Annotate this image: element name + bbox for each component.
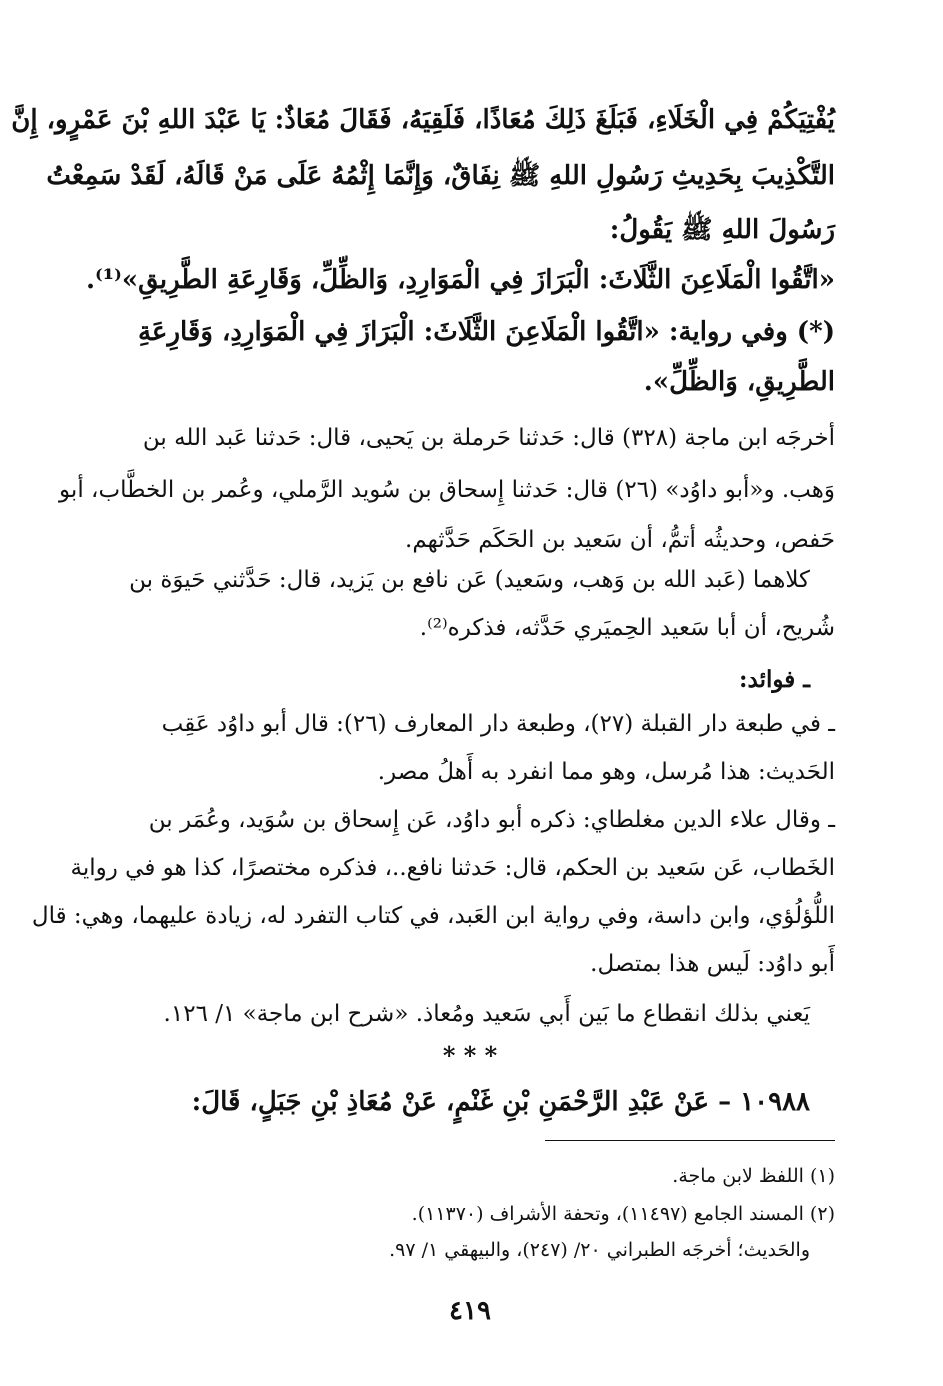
hadith-variant: (*) وفي رواية: «اتَّقُوا الْمَلَاعِنَ الثَّلَاثَ: الْبَرَازَ فِي الْمَوَارِدِ، وَقَارِعَةِ [137,317,835,347]
hadith-quote: «اتَّقُوا الْمَلَاعِنَ الثَّلَاثَ: الْبَرَازَ فِي الْمَوَارِدِ، وَالظِّلِّ، وَقَارِعَةِ الطَّرِيقِ»⁽¹⁾. [85,265,835,295]
takhrij-line: شُريح، أن أبا سَعيد الحِميَري حَدَّثه، فذكره⁽²⁾. [419,615,835,641]
fawaid-line: اللُّؤلُؤي، وابن داسة، وفي رواية ابن العَبد، في كتاب التفرد له، زيادة عليهما، وهي: قال [31,903,835,929]
fawaid-line: أَبو داوُد: لَيس هذا بمتصل. [590,951,835,977]
footnote-rule [545,1140,835,1141]
hadith-variant: الطَّرِيقِ، وَالظِّلِّ». [643,367,835,397]
hadith-line: رَسُولَ اللهِ ﷺ يَقُولُ: [609,215,835,245]
takhrij-line: أخرجَه ابن ماجة (٣٢٨) قال: حَدثنا حَرملة بن يَحيى، قال: حَدثنا عَبد الله بن [142,425,835,451]
next-hadith-heading: ١٠٩٨٨ – عَنْ عَبْدِ الرَّحْمَنِ بْنِ غَنْمٍ، عَنْ مُعَاذِ بْنِ جَبَلٍ، قَالَ: [191,1087,810,1117]
footnote: (٢) المسند الجامع (١١٤٩٧)، وتحفة الأشراف (١١٣٧٠). [411,1203,835,1225]
fawaid-heading: ـ فوائد: [739,666,810,693]
fawaid-line: الخَطاب، عَن سَعيد بن الحكم، قال: حَدثنا نافع..، فذكره مختصرًا، كذا هو في رواية [70,855,835,881]
takhrij-line: كلاهما (عَبد الله بن وَهب، وسَعيد) عَن نافع بن يَزيد، قال: حَدَّثني حَيوَة بن [129,567,810,593]
takhrij-line: حَفص، وحديثُه أتمُّ، أن سَعيد بن الحَكَم حَدَّثهم. [405,527,835,553]
fawaid-line: يَعني بذلك انقطاع ما بَين أَبي سَعيد ومُعاذ. «شرح ابن ماجة» ١/ ١٢٦. [163,1001,810,1027]
hadith-line: التَّكْذِيبَ بِحَدِيثِ رَسُولِ اللهِ ﷺ نِفَاقٌ، وَإِنَّمَا إِثْمُهُ عَلَى مَنْ قَالَهُ، لَقَدْ سَمِعْتُ [46,161,835,191]
hadith-line: يُفْتِيَكُمْ فِي الْخَلَاءِ، فَبَلَغَ ذَلِكَ مُعَاذًا، فَلَقِيَهُ، فَقَالَ مُعَاذٌ: يَا عَبْدَ اللهِ بْنَ عَمْرٍو، إِنَّ [11,105,835,135]
page-number: ٤١٩ [449,1296,491,1326]
takhrij-line: وَهب. و«أبو داوُد» (٢٦) قال: حَدثنا إِسحاق بن سُويد الرَّملي، وعُمر بن الخطَّاب، أبو [59,477,835,503]
footnote: والحَديث؛ أخرجَه الطبراني ٢٠/ (٢٤٧)، والبيهقي ١/ ٩٧. [389,1239,810,1261]
fawaid-line: الحَديث: هذا مُرسل، وهو مما انفرد به أَهلُ مصر. [377,759,835,785]
footnote: (١) اللفظ لابن ماجة. [672,1165,835,1187]
section-separator: * * * [442,1041,498,1070]
fawaid-line: ـ وقال علاء الدين مغلطاي: ذكره أبو داوُد، عَن إِسحاق بن سُوَيد، وعُمَر بن [148,807,835,833]
fawaid-line: ـ في طبعة دار القبلة (٢٧)، وطبعة دار المعارف (٢٦): قال أبو داوُد عَقِب [161,711,835,737]
